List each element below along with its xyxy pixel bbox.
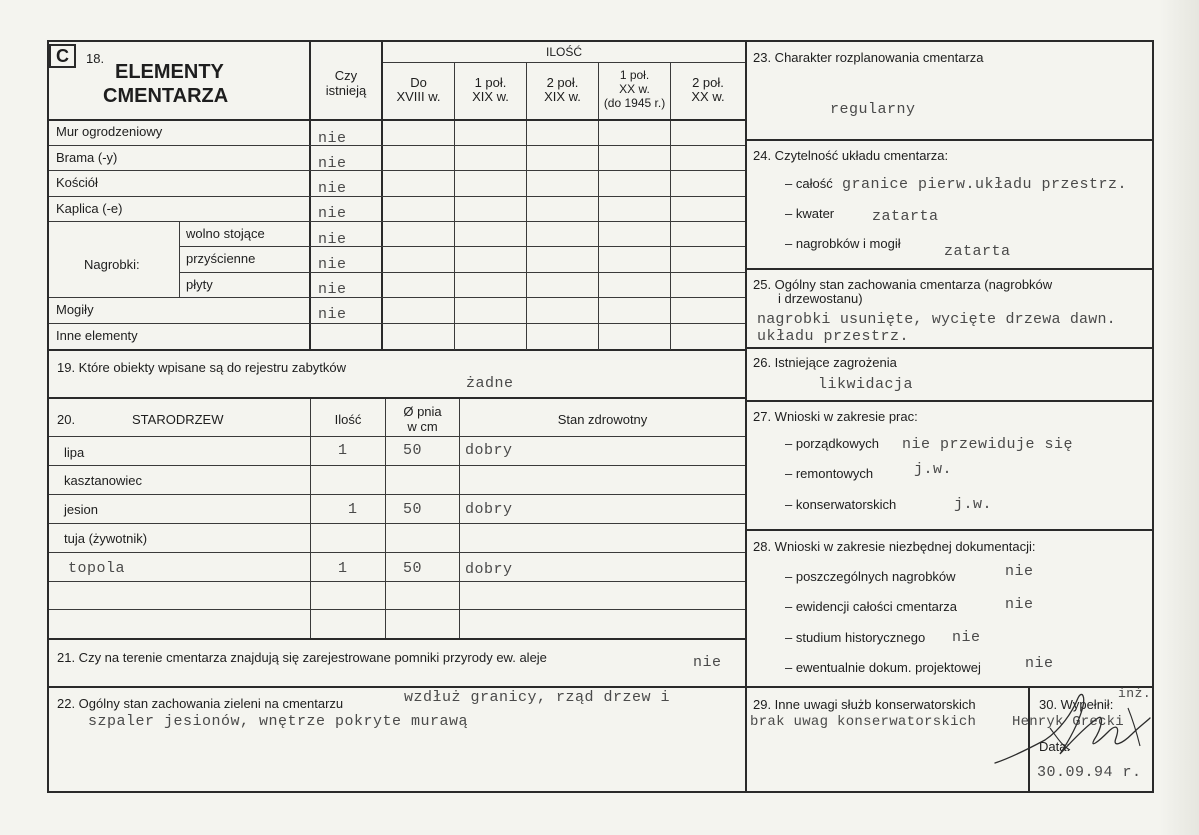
s29-value: brak uwag konserwatorskich: [750, 714, 977, 730]
s18-period-2: 1 poł. XIX w.: [472, 75, 509, 104]
s18-row-label: Mogiły: [56, 302, 94, 317]
section-letter-badge: [49, 44, 76, 68]
s28-item-value: nie: [1005, 596, 1034, 613]
s21-value: nie: [693, 654, 722, 671]
s29-label: 29. Inne uwagi służb konserwatorskich: [753, 697, 976, 712]
s30-date: 30.09.94 r.: [1037, 764, 1142, 781]
s18-row-value: nie: [318, 256, 347, 273]
s20-col-diam: Ø pnia w cm: [403, 404, 442, 434]
s18-period-5: 2 poł. XX w.: [691, 75, 725, 104]
s27-item-value: nie przewiduje się: [902, 436, 1074, 453]
s20-tree-name: lipa: [64, 445, 85, 460]
s25-label-line1: 25. Ogólny stan zachowania cmentarza (nagrobków: [753, 277, 1053, 292]
s22-value-line1: wzdłuż granicy, rząd drzew i: [404, 689, 671, 706]
s28-item-value: nie: [1005, 563, 1034, 580]
s20-diam: 50: [403, 501, 423, 518]
s24-item-value: zatarta: [872, 208, 939, 225]
s21-label: 21. Czy na terenie cmentarza znajdują się zarejestrowane pomniki przyrody ew. aleje: [57, 650, 547, 665]
s18-row-value: nie: [318, 231, 347, 248]
s18-title-line2: CMENTARZA: [103, 85, 229, 107]
s22-label: 22. Ogólny stan zachowania zieleni na cmentarzu: [57, 696, 344, 711]
s18-row-value: nie: [318, 205, 347, 222]
s18-row-value: nie: [318, 281, 347, 298]
s18-period-4: 1 poł. XX w. (do 1945 r.): [603, 68, 666, 110]
s20-health: dobry: [465, 501, 513, 518]
s18-row-label: wolno stojące: [186, 226, 265, 241]
s28-item-value: nie: [952, 629, 981, 646]
s18-number: 18.: [86, 51, 105, 66]
s18-period-1: Do XVIII w.: [396, 75, 441, 104]
s30-date-label: Data:: [1039, 739, 1071, 754]
s27-item-label: – porządkowych: [785, 436, 879, 451]
s23-value: regularny: [830, 101, 916, 118]
s24-item-label: – kwater: [785, 206, 835, 221]
s23-label: 23. Charakter rozplanowania cmentarza: [753, 50, 984, 65]
s28-label: 28. Wnioski w zakresie niezbędnej dokumentacji:: [753, 539, 1036, 554]
s30-label: 30. Wypełnił:: [1039, 697, 1114, 712]
s19-value: żadne: [466, 375, 514, 392]
s25-value-line2: układu przestrz.: [757, 328, 910, 345]
s18-row-label: przyścienne: [186, 251, 256, 266]
s30-title-abbr: inż.: [1118, 686, 1152, 701]
s30-name: Henryk Grecki: [1012, 714, 1124, 730]
s20-col-health: Stan zdrowotny: [557, 412, 648, 427]
s22-value-line2: szpaler jesionów, wnętrze pokryte murawą: [88, 713, 469, 730]
s28-item-value: nie: [1025, 655, 1054, 672]
s18-row-value: nie: [318, 130, 347, 147]
s26-value: likwidacja: [818, 376, 914, 393]
s28-item-label: – studium historycznego: [785, 630, 926, 645]
s18-row-label: płyty: [186, 277, 213, 292]
s25-label-line2: i drzewostanu): [778, 291, 863, 306]
s20-title: STARODRZEW: [132, 412, 224, 427]
s19-label: 19. Które obiekty wpisane są do rejestru zabytków: [57, 360, 347, 375]
s20-qty: 1: [338, 560, 348, 577]
signature-scribble: [990, 688, 1165, 773]
s18-row-value: nie: [318, 306, 347, 323]
s27-label: 27. Wnioski w zakresie prac:: [753, 409, 918, 424]
s28-item-label: – ewentualnie dokum. projektowej: [785, 660, 981, 675]
s24-item-value: zatarta: [944, 243, 1011, 260]
s18-col-qty: ILOŚĆ: [545, 45, 582, 59]
s18-row-value: nie: [318, 180, 347, 197]
s20-tree-name: jesion: [64, 502, 98, 517]
s27-item-label: – konserwatorskich: [785, 497, 897, 512]
s18-col-exists: Czy istnieją: [325, 68, 367, 98]
s18-row-label: Brama (-y): [56, 150, 118, 165]
s27-item-label: – remontowych: [785, 466, 874, 481]
s24-item-label: – nagrobków i mogił: [785, 236, 901, 251]
s20-tree-name: tuja (żywotnik): [64, 531, 148, 546]
s20-diam: 50: [403, 560, 423, 577]
s20-tree-name: kasztanowiec: [64, 473, 143, 488]
s18-row-label: Mur ogrodzeniowy: [56, 124, 163, 139]
s18-row-label: Kaplica (-e): [56, 201, 123, 216]
s24-item-label: – całość: [785, 176, 833, 191]
s18-row-label: Inne elementy: [56, 328, 138, 343]
s20-health: dobry: [465, 442, 513, 459]
s18-row-value: nie: [318, 155, 347, 172]
s28-item-label: – poszczególnych nagrobków: [785, 569, 956, 584]
s20-qty: 1: [348, 501, 358, 518]
s27-item-value: j.w.: [914, 461, 953, 478]
section-letter: C: [56, 46, 69, 66]
s18-group-label: Nagrobki:: [84, 257, 140, 272]
s25-value-line1: nagrobki usunięte, wycięte drzewa dawn.: [757, 311, 1116, 328]
s26-label: 26. Istniejące zagrożenia: [753, 355, 897, 370]
s24-item-value: granice pierw.układu przestrz.: [842, 176, 1128, 193]
s20-health: dobry: [465, 561, 513, 578]
s18-title-line1: ELEMENTY: [115, 61, 224, 83]
s28-item-label: – ewidencji całości cmentarza: [785, 599, 957, 614]
card-edge: [1159, 0, 1199, 835]
s18-row-label: Kościół: [56, 175, 98, 190]
s18-period-3: 2 poł. XIX w.: [544, 75, 581, 104]
s20-col-qty: Ilość: [334, 412, 362, 427]
s20-tree-name-typed: topola: [68, 560, 126, 577]
s24-label: 24. Czytelność układu cmentarza:: [753, 148, 949, 163]
s20-qty: 1: [338, 442, 348, 459]
s20-diam: 50: [403, 442, 423, 459]
s27-item-value: j.w.: [954, 496, 993, 513]
s20-number: 20.: [57, 412, 76, 427]
